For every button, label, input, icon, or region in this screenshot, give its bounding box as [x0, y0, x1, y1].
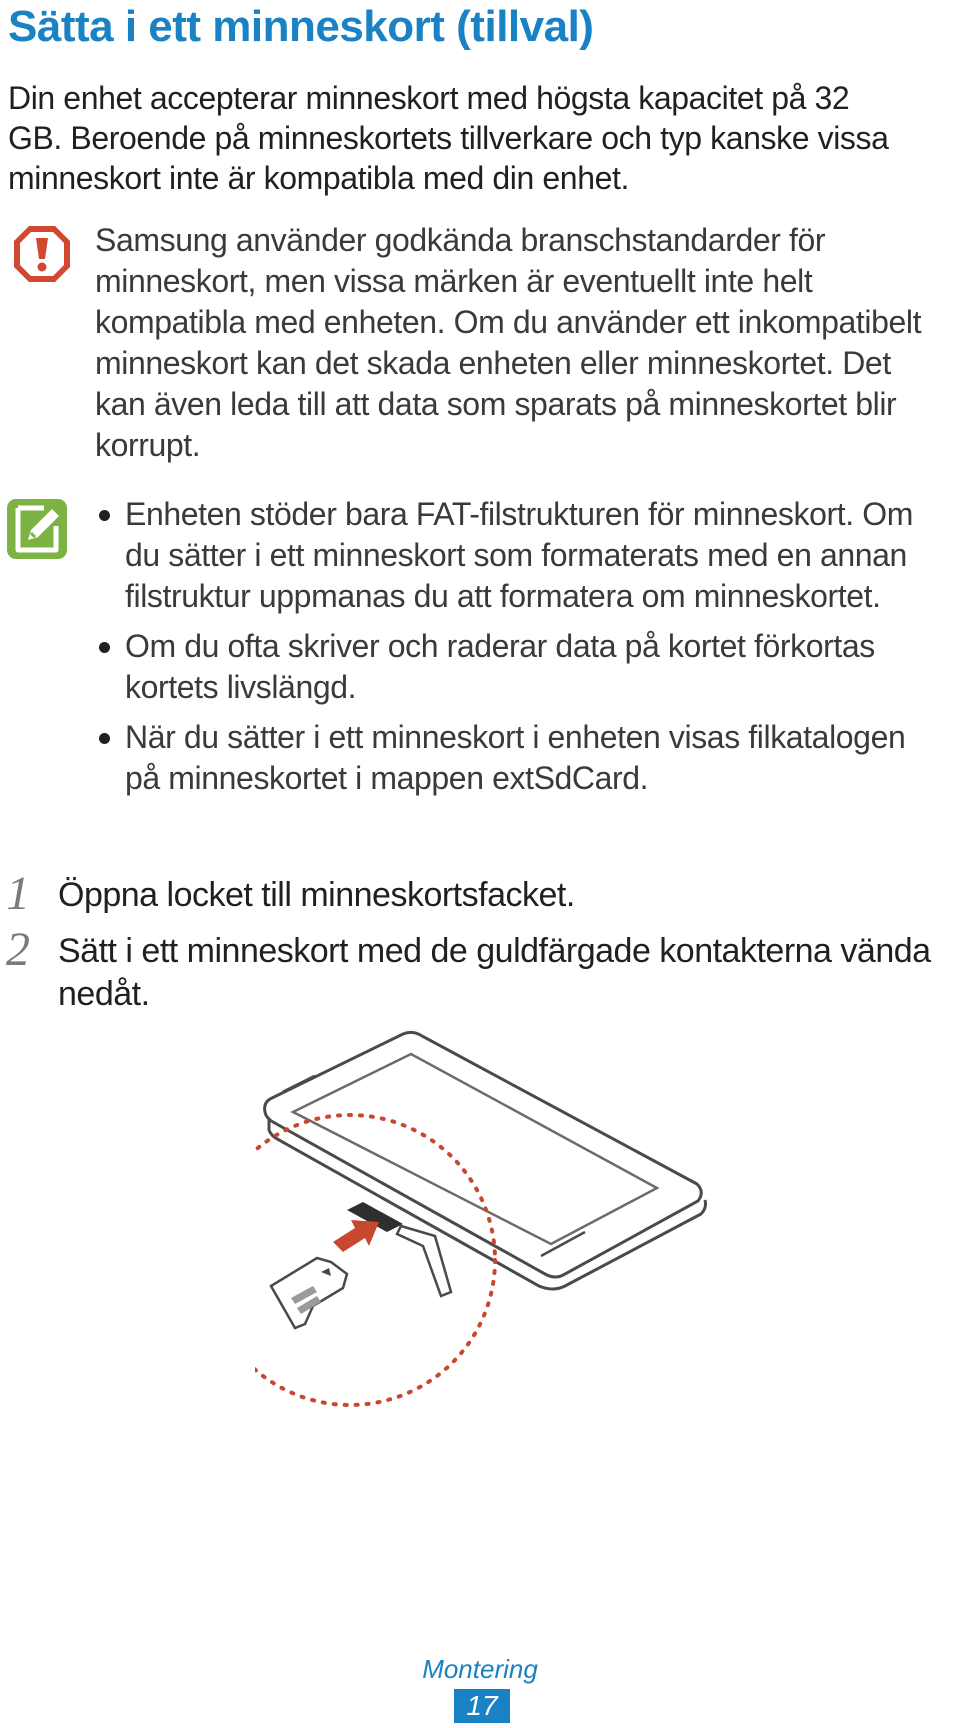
note-item: Om du ofta skriver och raderar data på kortet förkortas kortets livslängd.	[95, 626, 945, 708]
page-title: Sätta i ett minneskort (tillval)	[8, 2, 594, 51]
step-list	[0, 867, 960, 1029]
note-item: Enheten stöder bara FAT-filstrukturen för minneskort. Om du sätter i ett minneskort som formaterats med en annan filstruktur uppmanas du att formatera om minneskortet.	[95, 494, 945, 617]
warning-text: Samsung använder godkända branschstandarder för minneskort, men vissa märken är eventuellt inte helt kompatibla med enheten. Om du använder ett inkompatibelt minneskort kan det skada enheten eller minneskortet. Det kan även leda till att data som sparats på minneskortet blir korrupt.	[95, 222, 922, 463]
note-icon	[4, 496, 70, 562]
step-number: 2	[6, 923, 30, 976]
step-number: 1	[6, 867, 30, 920]
warning-icon	[10, 222, 74, 286]
step-text: Sätt i ett minneskort med de guldfärgade kontakterna vända nedåt.	[58, 932, 931, 1013]
intro-paragraph: Din enhet accepterar minneskort med högsta kapacitet på 32 GB. Beroende på minneskortets tillverkare och typ kanske vissa minneskort inte är kompatibla med din enhet.	[8, 80, 889, 196]
note-item: När du sätter i ett minneskort i enheten visas filkatalogen på minneskortet i mappen extSdCard.	[95, 717, 945, 799]
section-label: Montering	[422, 1654, 538, 1684]
page-number: 17	[454, 1689, 510, 1723]
step-item	[0, 923, 960, 1016]
step-text: Öppna locket till minneskortsfacket.	[58, 876, 575, 914]
tablet-memory-card-insertion-illustration	[255, 1030, 715, 1410]
note-list	[95, 494, 945, 808]
step-item	[0, 867, 960, 920]
